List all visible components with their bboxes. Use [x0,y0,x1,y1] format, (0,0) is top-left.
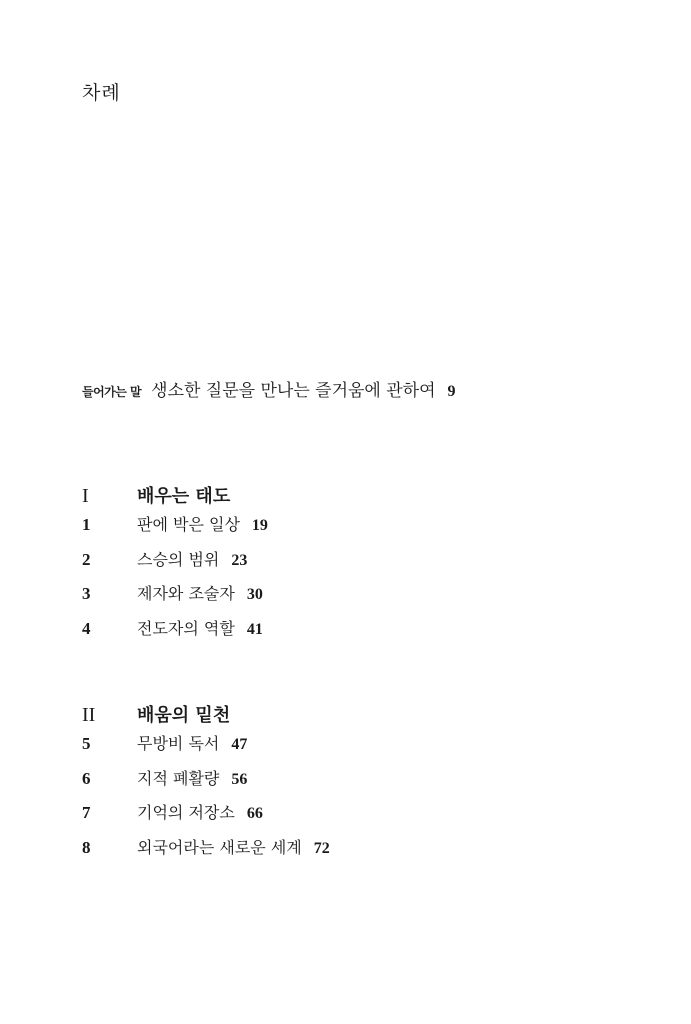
chapter-title: 무방비 독서 [137,734,220,753]
chapter-title: 전도자의 역할 [137,618,235,638]
chapter-entry[interactable] [82,835,642,870]
chapter-title: 기억의 저장소 [137,803,235,822]
chapter-page-number: 56 [231,770,248,788]
chapter-page-number: 23 [231,551,248,569]
part-1-section [82,482,642,650]
intro-page-number: 9 [447,383,456,400]
chapter-entry[interactable] [82,547,642,582]
chapter-title: 스승의 범위 [137,549,220,569]
chapter-number: 6 [82,768,91,788]
chapter-entry[interactable] [82,512,642,547]
part-title: 배움의 밑천 [137,705,231,726]
chapter-title: 지적 폐활량 [137,768,220,788]
chapter-page-number: 19 [251,517,268,534]
chapter-number: 2 [82,549,91,569]
chapter-entry[interactable] [82,581,642,616]
chapter-entry[interactable] [82,731,642,766]
intro-label: 들어가는 말 [82,385,142,399]
chapter-number: 4 [82,618,91,638]
part-numeral: II [82,704,96,726]
chapter-title: 판에 박은 일상 [137,515,240,534]
part-heading[interactable] [82,482,642,512]
part-numeral: I [82,485,89,507]
chapter-title: 제자와 조술자 [137,584,235,603]
chapter-number: 1 [82,515,91,534]
chapter-entry[interactable] [82,616,642,651]
part-heading[interactable] [82,701,642,731]
chapter-number: 7 [82,803,91,822]
intro-title: 생소한 질문을 만나는 즐거움에 관하여 [151,381,436,401]
part-title: 배우는 태도 [137,486,231,507]
chapter-entry[interactable] [82,766,642,801]
chapter-page-number: 30 [246,586,263,603]
chapter-title: 외국어라는 새로운 세계 [137,837,302,857]
chapter-page-number: 66 [246,805,263,822]
chapter-page-number: 47 [231,736,248,753]
chapter-page-number: 41 [246,620,263,638]
chapter-number: 3 [82,584,91,603]
part-2-section [82,701,642,869]
chapter-entry[interactable] [82,800,642,835]
intro-entry[interactable] [82,376,456,401]
chapter-page-number: 72 [313,839,330,857]
chapter-number: 8 [82,837,91,857]
chapter-number: 5 [82,734,91,753]
page-title: 차례 [82,82,121,104]
